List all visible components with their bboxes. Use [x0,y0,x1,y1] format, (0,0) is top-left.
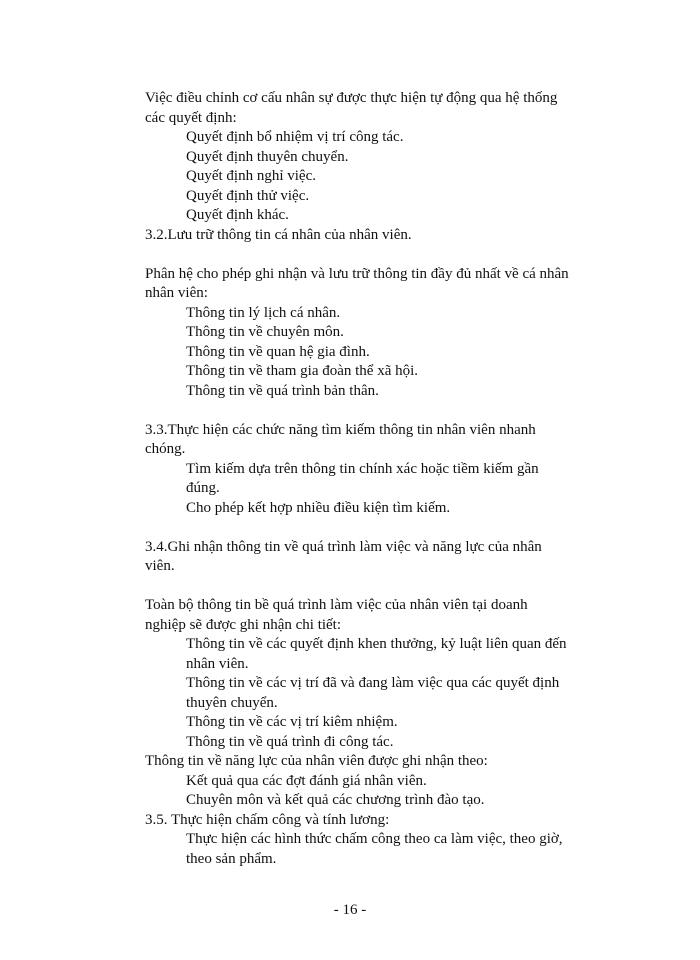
list-item: đúng. [186,480,220,496]
paragraph-line: Phân hệ cho phép ghi nhận và lưu trữ thông tin đầy đủ nhất về cá nhân [145,266,569,282]
list-item: Quyết định khác. [186,207,289,223]
paragraph-line: nghiệp sẽ được ghi nhận chi tiết: [145,617,342,633]
list-item: Thông tin về quan hệ gia đình. [186,344,370,360]
list-item: Thông tin về quá trình đi công tác. [186,734,394,750]
list-item: Thông tin về chuyên môn. [186,324,344,340]
section-heading-3-5: 3.5. Thực hiện chấm công và tính lương: [145,812,390,828]
list-item: Thông tin về các vị trí kiêm nhiệm. [186,714,398,730]
list-item: Quyết định thuyên chuyển. [186,149,349,165]
list-item: Thông tin lý lịch cá nhân. [186,305,341,321]
list-item: Kết quả qua các đợt đánh giá nhân viên. [186,773,427,789]
section-heading-3-3: 3.3.Thực hiện các chức năng tìm kiếm thông tin nhân viên nhanh [145,422,536,438]
list-item: Quyết định bổ nhiệm vị trí công tác. [186,129,404,145]
page-number: - 16 - [333,902,367,918]
list-item: Thực hiện các hình thức chấm công theo ca làm việc, theo giờ, [186,831,563,847]
section-heading-3-4-cont: viên. [145,558,175,574]
list-item: Chuyên môn và kết quả các chương trình đào tạo. [186,792,485,808]
section-heading-3-4: 3.4.Ghi nhận thông tin về quá trình làm việc và năng lực của nhân [145,539,542,555]
list-item: Thông tin về các quyết định khen thưởng, kỷ luật liên quan đến [186,636,567,652]
list-item: Thông tin về quá trình bản thân. [186,383,379,399]
paragraph-line: Thông tin về năng lực của nhân viên được ghi nhận theo: [145,753,488,769]
list-item: Cho phép kết hợp nhiều điều kiện tìm kiếm. [186,500,451,516]
list-item: Thông tin về tham gia đoàn thể xã hội. [186,363,419,379]
list-item: thuyên chuyển. [186,695,278,711]
paragraph-line: Việc điều chỉnh cơ cấu nhân sự được thực hiện tự động qua hệ thống [145,90,558,106]
section-heading-3-3-cont: chóng. [145,441,186,457]
section-heading-3-2: 3.2.Lưu trữ thông tin cá nhân của nhân viên. [145,227,412,243]
list-item: Quyết định nghỉ việc. [186,168,316,184]
list-item: Tìm kiếm dựa trên thông tin chính xác hoặc tiềm kiếm gần [186,461,539,477]
paragraph-line: các quyết định: [145,110,237,126]
paragraph-line: Toàn bộ thông tin bề quá trình làm việc của nhân viên tại doanh [145,597,528,613]
paragraph-line: nhân viên: [145,285,208,301]
list-item: Thông tin về các vị trí đã và đang làm việc qua các quyết định [186,675,560,691]
list-item: theo sản phẩm. [186,851,277,867]
list-item: Quyết định thử việc. [186,188,310,204]
list-item: nhân viên. [186,656,249,672]
